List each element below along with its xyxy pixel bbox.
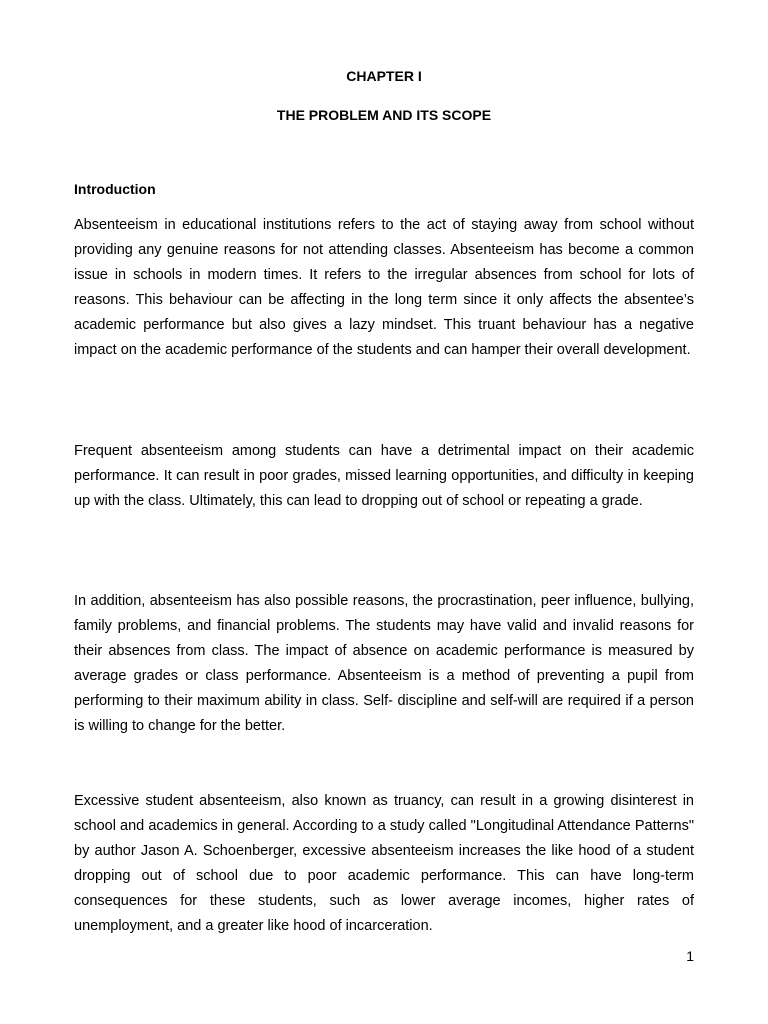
chapter-label: CHAPTER I <box>346 68 422 84</box>
chapter-title: THE PROBLEM AND ITS SCOPE <box>276 107 492 123</box>
section-heading: Introduction <box>74 181 156 197</box>
paragraph-2: Frequent absenteeism among students can have a detrimental impact on their academic performance. It can result in poor grades, missed learning opportunities, and difficulty in keeping up with the class. Ultimately, this can lead to dropping out of school or repeating a grade. <box>74 443 694 509</box>
page-number: 1 <box>686 948 694 964</box>
paragraph-4: Excessive student absenteeism, also known as truancy, can result in a growing disinterest in school and academics in general. According to a study called "Longitudinal Attendance Patterns" by author Jason A. Schoenberger, excessive absenteeism increases the like hood of a student dropping out of school due to poor academic performance. This can have long-term consequences for these students, such as lower average incomes, higher rates of unemployment, and a greater like hood of incarceration. <box>74 793 694 934</box>
paragraph-3: In addition, absenteeism has also possible reasons, the procrastination, peer influence, bullying, family problems, and financial problems. The students may have valid and invalid reasons for their absences from class. The impact of absence on academic performance is measured by average grades or class performance. Absenteeism is a method of preventing a pupil from performing to their maximum ability in class. Self- discipline and self-will are required if a person is willing to change for the better. <box>74 593 694 734</box>
paragraph-1: Absenteeism in educational institutions refers to the act of staying away from school without providing any genuine reasons for not attending classes. Absenteeism has become a common issue in schools in modern times. It refers to the irregular absences from school for lots of reasons. This behaviour can be affecting in the long term since it only affects the absentee’s academic performance but also gives a lazy mindset. This truant behaviour has a negative impact on the academic performance of the students and can hamper their overall development. <box>74 217 694 358</box>
